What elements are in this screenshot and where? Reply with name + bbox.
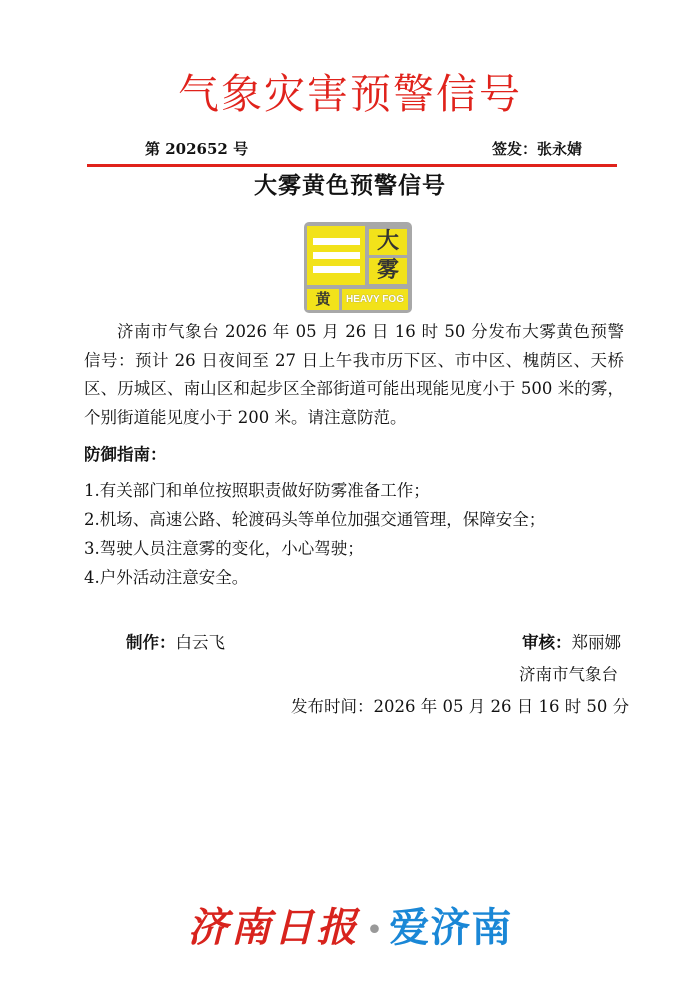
- issuer: 签发：张永婧: [492, 140, 583, 158]
- icon-glyph-bottom: 雾: [369, 258, 407, 284]
- defense-item: 1.有关部门和单位按照职责做好防雾准备工作；: [84, 481, 430, 500]
- reviewer: [522, 629, 621, 653]
- warning-body: 济南市气象台 2026 年 05 月 26 日 16 时 50 分发布大雾黄色预警信号：预计 26 日夜间至 27 日上午我市历下区、市中区、槐荫区、天桥区、历城区、南山区和起步区全部街道可能出现能见度小于 500 米的雾，个别街道能见度小于 200 米。请注意防范。: [84, 322, 624, 427]
- publish-time-label: 发布时间：: [291, 697, 374, 716]
- icon-english-label: HEAVY FOG: [342, 289, 408, 310]
- logo-separator-dot: •: [365, 913, 384, 948]
- producer-label: 制作：: [126, 633, 176, 652]
- defense-item: 4.户外活动注意安全。: [84, 568, 249, 587]
- jinan-daily-logo: 济南日报: [187, 904, 360, 951]
- footer-logo: [0, 900, 700, 959]
- defense-heading: 防御指南：: [84, 445, 167, 464]
- reviewer-label: 审核：: [522, 633, 572, 652]
- fog-bar-icon: [313, 238, 360, 245]
- producer-name: 白云飞: [175, 633, 225, 652]
- defense-item: 3.驾驶人员注意雾的变化，小心驾驶；: [84, 539, 364, 558]
- issuing-organization: 济南市气象台: [519, 665, 618, 684]
- publish-time: [291, 693, 629, 717]
- icon-level-label: 黄: [307, 289, 339, 310]
- ai-jinan-logo: 爱济南: [389, 905, 513, 951]
- main-title: 气象灾害预警信号: [178, 70, 522, 118]
- reviewer-name: 郑丽娜: [571, 633, 621, 652]
- header-divider: [87, 164, 617, 167]
- fog-bar-icon: [313, 266, 360, 273]
- publish-time-value: 2026 年 05 月 26 日 16 时 50 分: [373, 697, 630, 716]
- warning-title: 大雾黄色预警信号: [254, 172, 446, 199]
- fog-bar-icon: [313, 252, 360, 259]
- defense-item: 2.机场、高速公路、轮渡码头等单位加强交通管理，保障安全；: [84, 510, 546, 529]
- document-number: 第 202652 号: [145, 140, 249, 158]
- icon-glyph-top: 大: [369, 229, 407, 255]
- producer: [126, 629, 225, 653]
